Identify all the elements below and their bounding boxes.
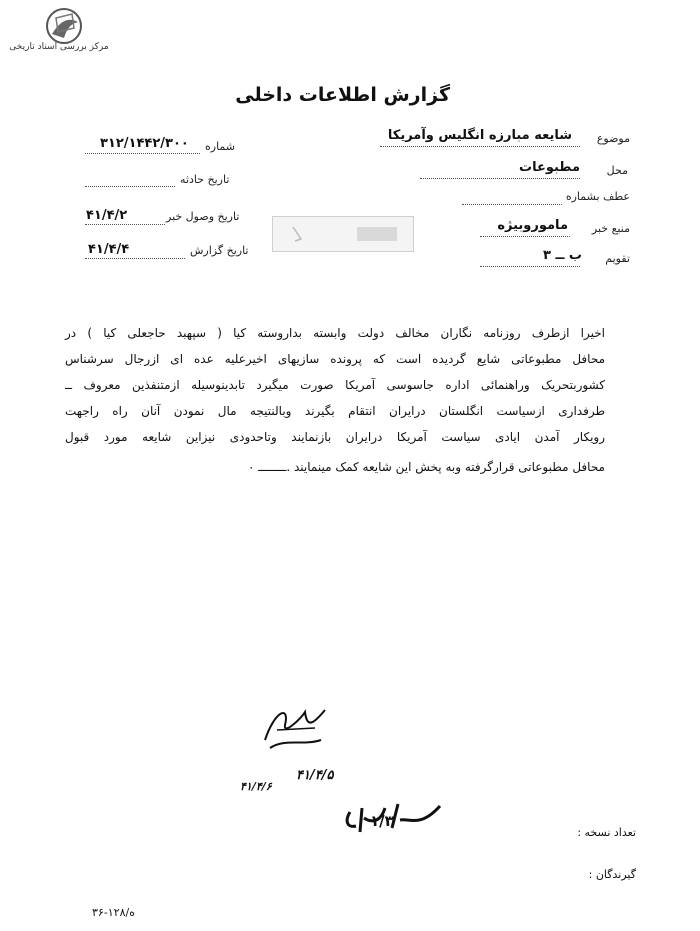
reference-label: عطف بشماره [565, 190, 630, 203]
body-line-1: اخیرا ازطرف روزنامه نگاران مخالف دولت وابسته بداروسته کیا ( سپهبد حاجعلی کیا ) در [65, 326, 605, 340]
page-title: گزارش اطلاعات داخلی [235, 84, 450, 106]
stamp-mark-icon [273, 217, 413, 251]
report-date-label: تاریخ گزارش [190, 244, 249, 257]
receipt-date-value: ۴۱/۴/۲ [86, 208, 128, 223]
number-label: شماره [205, 140, 236, 153]
number-line [85, 153, 200, 154]
report-date-line [85, 258, 185, 259]
body-line-3: کشوربتحریک وراهنمائی اداره جاسوسی آمریکا صورت میگیرد تابدینوسیله ازمتنفذین معروف ــ [65, 378, 605, 392]
number-value: ۳۱۲/۱۴۴۲/۳۰۰ [100, 136, 189, 151]
body-line-5: رویکار آمدن ایادی سیاست آمریکا درایران بازنمایند وتاحدودی نیزاین شایعه مورد قبول [65, 430, 605, 444]
location-label: محل [606, 164, 628, 177]
archive-name: مرکز بررسی اسناد تاریخی [9, 42, 109, 52]
receipt-date-line [85, 224, 165, 225]
handwritten-date-b: ۴۱/۴/۶ [240, 780, 272, 793]
faded-stamp [272, 216, 414, 252]
signature-scribble-icon [255, 700, 335, 760]
copies-label: تعداد نسخه : [577, 826, 636, 839]
subject-label: موضوع [596, 132, 630, 145]
handwritten-note: ۱/۳ [370, 812, 394, 830]
source-line [480, 236, 570, 237]
recipients-label: گیرندگان : [588, 868, 636, 881]
subject-value: شایعه مبارزه انگلیس وآمریکا [387, 128, 572, 143]
reference-line [462, 204, 562, 205]
location-line [420, 178, 580, 179]
source-label: منبع خبر [591, 222, 630, 235]
receipt-date-label: تاریخ وصول خبر [166, 210, 240, 223]
source-value: ماموروبیژه [497, 218, 568, 233]
document-code: ۳۶-۱۲۸/ه [92, 906, 135, 919]
body-line-6: محافل مطبوعاتی قرارگرفته وبه پخش این شایعه کمک مینمایند .ــــــــ ۰ [247, 460, 605, 474]
classification-value: ب ــ ۳ [543, 248, 582, 263]
incident-date-label: تاریخ حادثه [180, 173, 230, 186]
incident-date-line [85, 186, 175, 187]
body-line-4: طرفداری ازسیاست انگلستان درایران انتقام بگیرند وبالنتیجه مال نمودن آنان راه راجهت [65, 404, 605, 418]
report-date-value: ۴۱/۴/۴ [88, 242, 130, 257]
location-value: مطبوعات [519, 160, 580, 175]
classification-label: تقویم [605, 252, 630, 265]
body-line-2: محافل مطبوعاتی شایع گردیده است که پرونده سازیهای اخیرعلیه عده ای ازرجال سرشناس [65, 352, 605, 366]
handwritten-note-scribble-icon [340, 798, 450, 838]
handwritten-date-a: ۴۱/۴/۵ [296, 768, 334, 783]
subject-line [380, 146, 580, 147]
classification-line [480, 266, 580, 267]
